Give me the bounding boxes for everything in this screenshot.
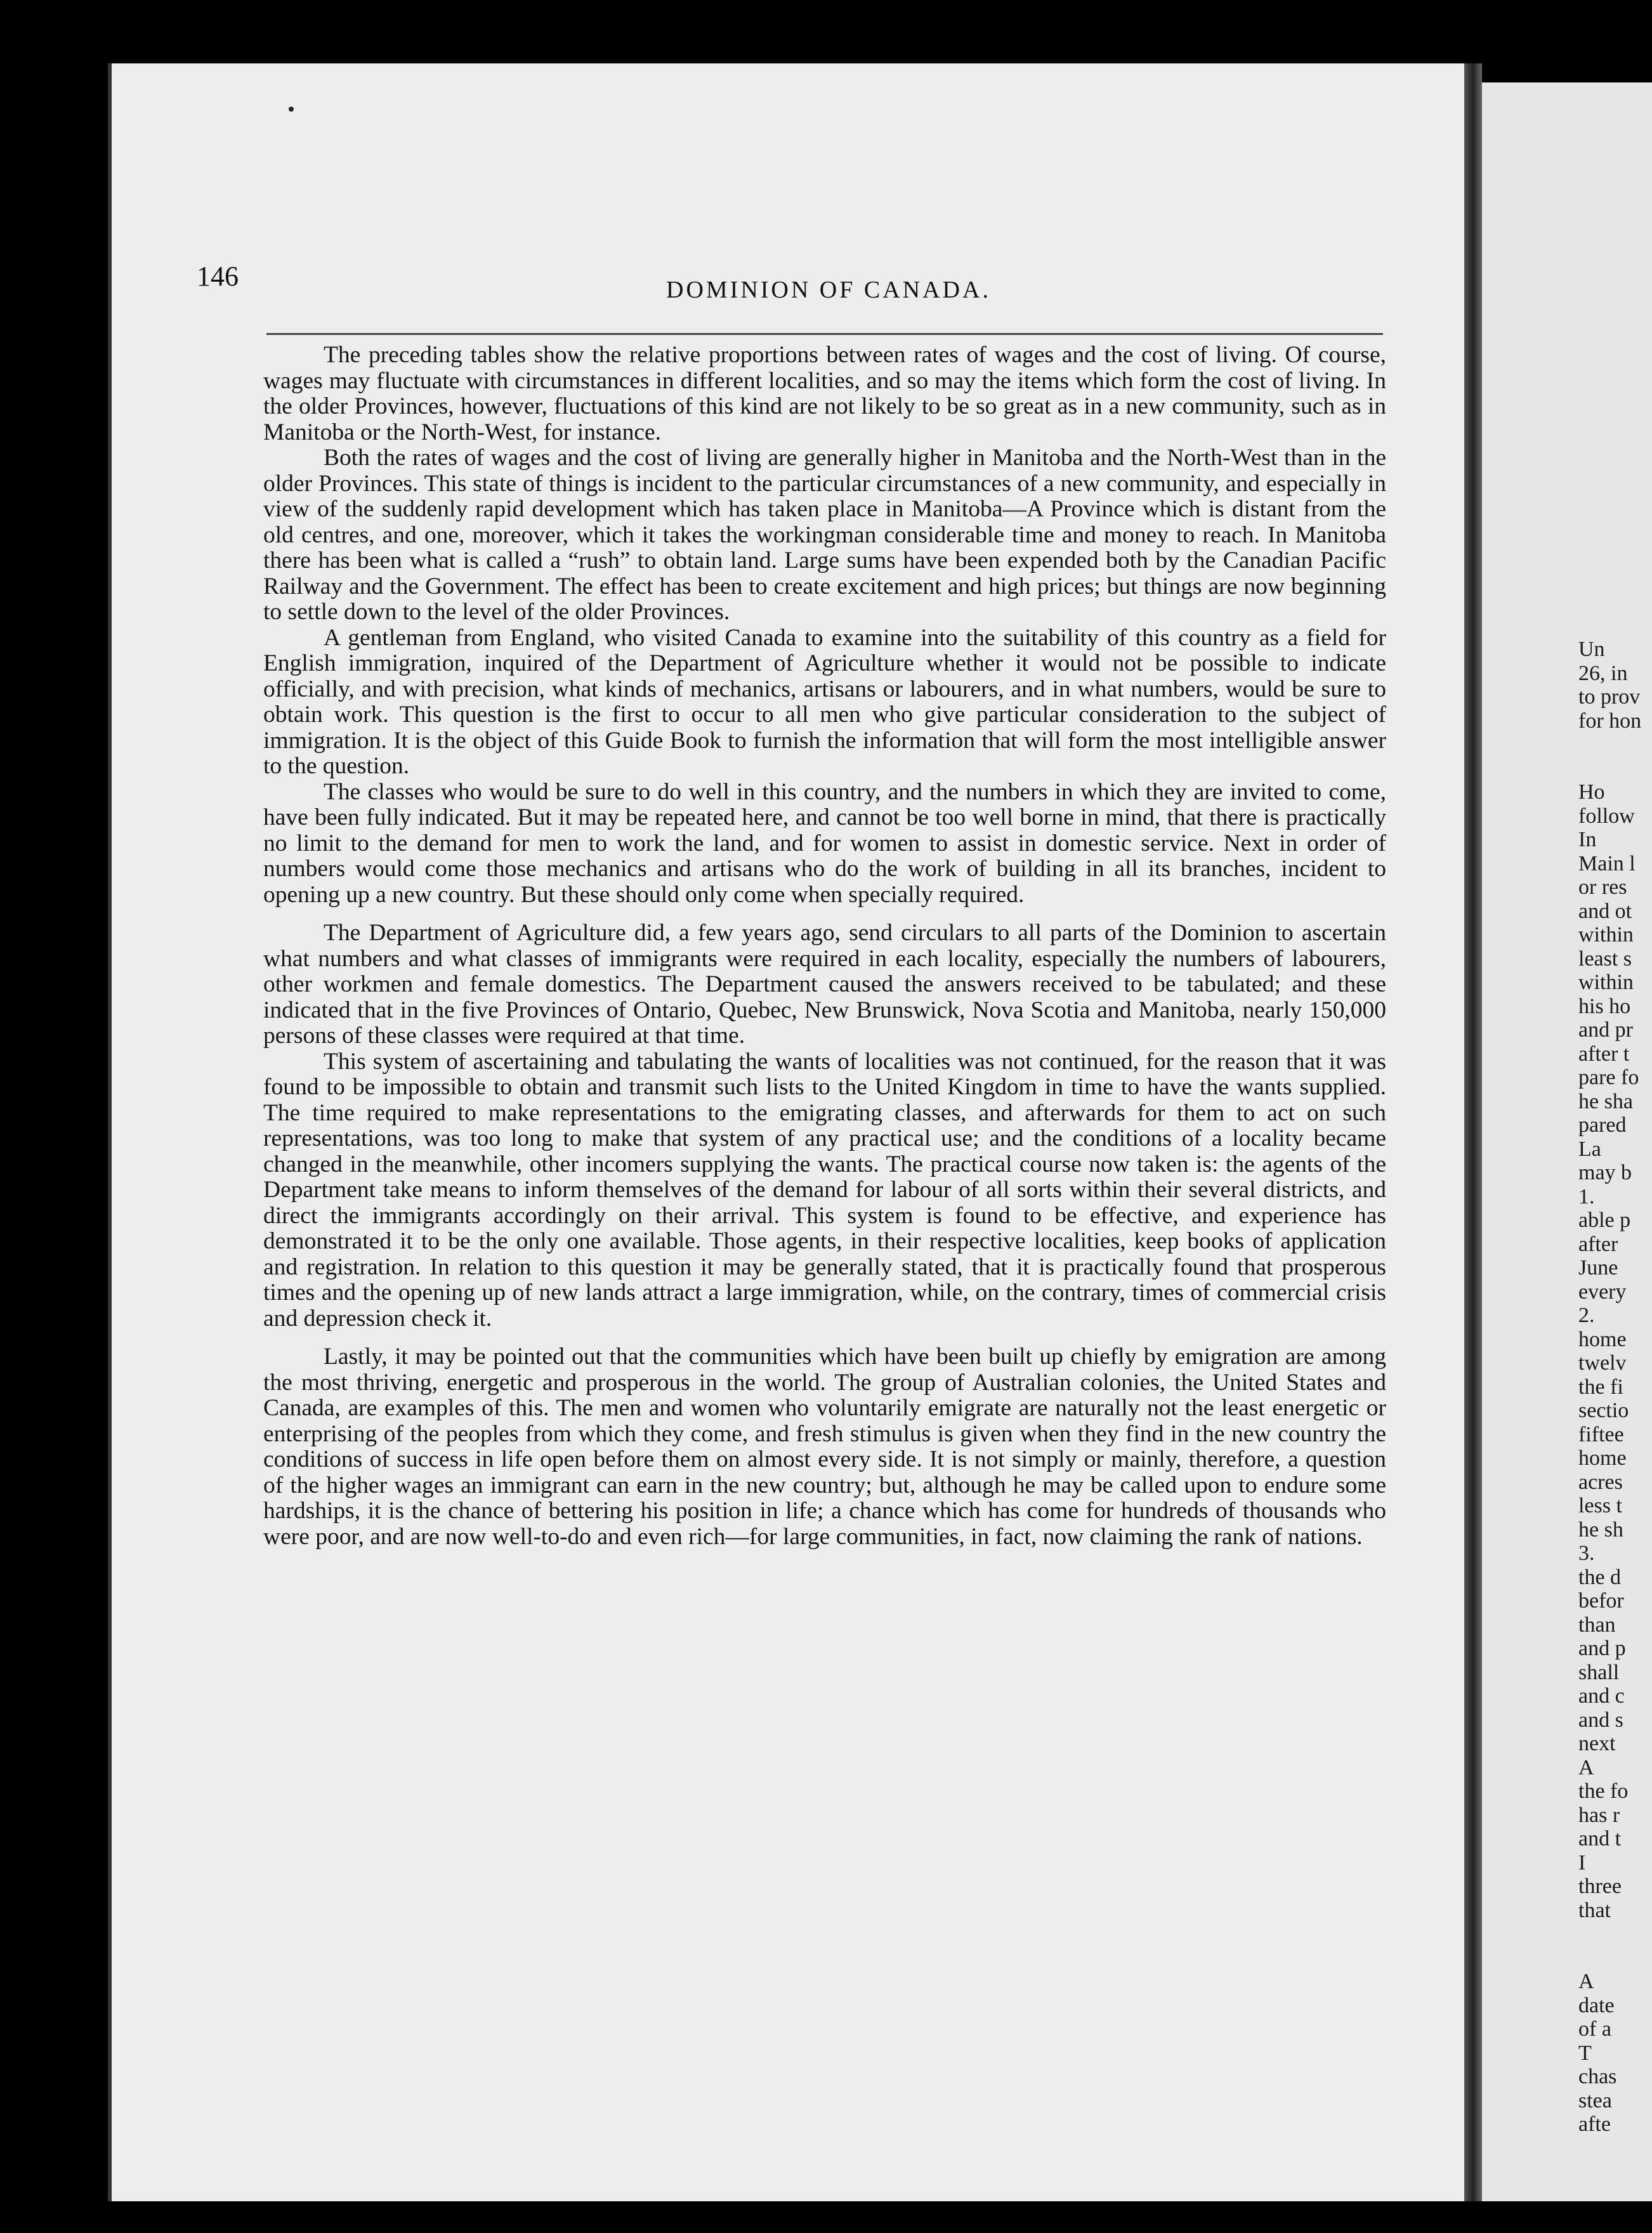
book-gutter [1464, 63, 1482, 2201]
paragraph-7: Lastly, it may be pointed out that the communities which have been built up chiefly by emigration are among the most thriving, energetic and prosperous in the world. The group of Australian colonies, the United States and Canada, are examples of this. The men and women who voluntarily emigrate are naturally not the least energetic or enterprising of the peoples from which they come, and fresh stimulus is given when they find in the new country the conditions of success in life open before them on almost every side. It is not simply or mainly, therefore, a question of the higher wages an immigrant can earn in the new country; but, although he may be called upon to endure some hardships, it is the chance of bettering his position in life; a chance which has come for hundreds of thousands who were poor, and are now well-to-do and even rich—for large communities, in fact, now claiming the rank of nations. [263, 1344, 1386, 1550]
paragraph-3: A gentleman from England, who visited Canada to examine into the suitability of this country as a field for English immigration, inquired of the Department of Agriculture whether it would not be possible to indicate officially, and with precision, what kinds of mechanics, artisans or labourers, and in what numbers, would be sure to obtain work. This question is the first to occur to all men who give particular consideration to the subject of immigration. It is the object of this Guide Book to furnish the information that will form the most intelligible answer to the question. [263, 624, 1386, 779]
paragraph-6: This system of ascertaining and tabulating the wants of localities was not continued, for the reason that it was found to be impossible to obtain and transmit such lists to the United Kingdom in time to have the wants supplied. The time required to make representations to the emigrating classes, and afterwards for them to act on such representations, was too long to make that system of any practical use; and the conditions of a locality became changed in the meanwhile, other incomers supplying the wants. The practical course now taken is: the agents of the Department take means to inform themselves of the demand for labour of all sorts within their several districts, and direct the immigrants accordingly on their arrival. This system is found to be effective, and experience has demonstrated it to be the only one available. Those agents, in their respective localities, keep books of application and registration. In relation to this question it may be generally stated, that it is practically found that prosperous times and the opening up of new lands attract a large immigration, while, on the contrary, times of commercial crisis and depression check it. [263, 1048, 1386, 1332]
speck-mark [289, 107, 294, 112]
paragraph-2: Both the rates of wages and the cost of living are generally higher in Manitoba and the North-West than in the older Provinces. This state of things is incident to the particular circumstances of a new community, and especially in view of the suddenly rapid development which has taken place in Manitoba—A Province which is distant from the old centres, and one, moreover, which it takes the workingman considerable time and money to reach. In Manitoba there has been what is called a “rush” to obtain land. Large sums have been expended both by the Canadian Pacific Railway and the Government. The effect has been to create excitement and high prices; but things are now beginning to settle down to the level of the older Provinces. [263, 445, 1386, 625]
running-head: DOMINION OF CANADA. [666, 277, 991, 303]
paragraph-4: The classes who would be sure to do well in this country, and the numbers in which they are invited to come, have been fully indicated. But it may be repeated here, and cannot be too well borne in mind, that there is practically no limit to the demand for men to work the land, and for women to assist in domestic service. Next in order of numbers would come those mechanics and artisans who do the work of building in all its branches, incident to opening up a new country. But these should only come when specially required. [263, 778, 1386, 908]
page-number: 146 [197, 261, 239, 292]
paragraph-1: The preceding tables show the relative proportions between rates of wages and the cost of living. Of course, wages may fluctuate with circumstances in different localities, and so may the items which form the cost of living. In the older Provinces, however, fluctuations of this kind are not likely to be so great as in a new community, such as in Manitoba or the North-West, for instance. [263, 342, 1386, 445]
paragraph-5: The Department of Agriculture did, a few years ago, send circulars to all parts of the Dominion to ascertain what numbers and what classes of immigrants were required in each locality, especially the numbers of labourers, other workmen and female domestics. The Department caused the answers received to be tabulated; and these indicated that in the five Provinces of Ontario, Quebec, New Brunswick, Nova Scotia and Manitoba, nearly 150,000 persons of these classes were required at that time. [263, 920, 1386, 1049]
body-text [263, 343, 1386, 1550]
right-page-text: Un 26, in to prov for hon Ho follow In Main l or res and ot within least s within his ho and pr after t pare fo he sha pared La may b 1. able p after June every 2. home twelv the fi sectio fiftee home acres less t he sh 3. the d befor than and p shall and c and s next A the fo has r and t I three that A date of a T chas stea afte [1578, 638, 1642, 2136]
header-rule [266, 333, 1383, 335]
